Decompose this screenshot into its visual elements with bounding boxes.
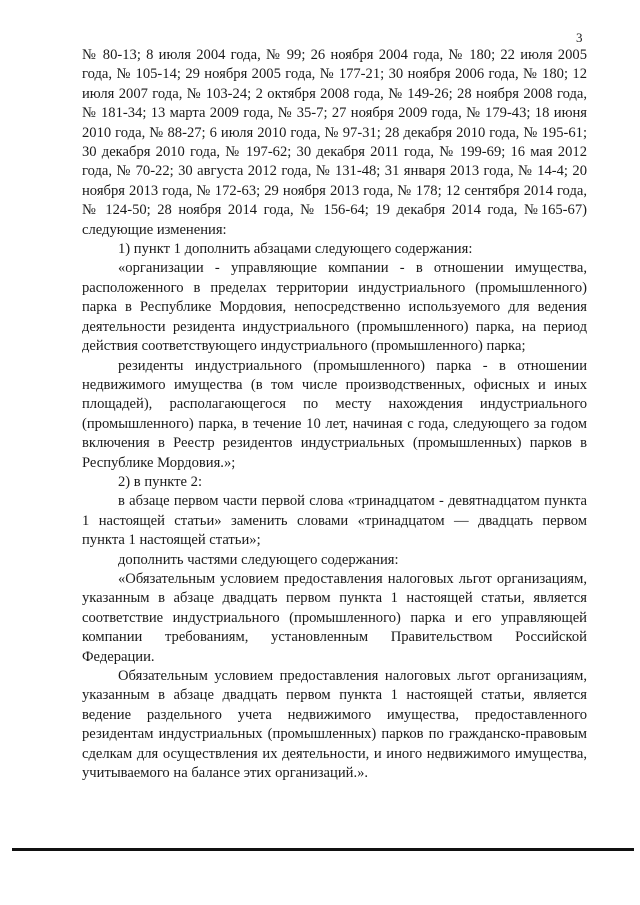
page-number: 3: [576, 30, 583, 45]
paragraph-item-2: 2) в пункте 2:: [118, 473, 203, 490]
paragraph-park-residents: резиденты индустриального (промышленного) парка - в отношении недвижимого имущества (в том числе производственных, офисных и иных площадей), располагающегося по месту нахождения индустриального (промышленного) парка, в течение 10 лет, начиная с года, следующего за годом включения в Реестр резидентов индустриальных (промышленных) парков в Республике Мордовия.»;: [82, 357, 587, 471]
paragraph-amendments-list: № 80-13; 8 июля 2004 года, № 99; 26 ноября 2004 года, № 180; 22 июля 2005 года, № 105-14; 29 ноября 2005 года, № 177-21; 30 ноября 2006 года, № 180; 12 июля 2007 года, № 103-24; 2 октября 2008 года, № 149-26; 28 ноября 2008 года, № 181-34; 13 марта 2009 года, № 35-7; 27 ноября 2009 года, № 179-43; 18 июня 2010 года, № 88-27; 6 июля 2010 года, № 97-31; 28 декабря 2010 года, № 195-61; 30 декабря 2010 года, № 197-62; 30 декабря 2011 года, № 199-69; 16 мая 2012 года, № 70-22; 30 августа 2012 года, № 131-48; 31 января 2013 года, № 14-4; 20 ноября 2013 года, № 172-63; 29 ноября 2013 года, № 178; 12 сентября 2014 года, № 124-50; 28 ноября 2014 года, № 156-64; 19 декабря 2014 года, №165-67) следующие изменения:: [82, 47, 587, 238]
paragraph-condition-compliance: «Обязательным условием предоставления налоговых льгот организациям, указанным в абзаце двадцать первом пункта 1 настоящей статьи, является соответствие индустриального (промышленного) парка и его управляющей компании требованиям, установленным Правительством Российской Федерации.: [82, 570, 587, 665]
document-body: [82, 46, 587, 783]
paragraph-replace-words: в абзаце первом части первой слова «тринадцатом - девятнадцатом пункта 1 настоящей статьи» заменить словами «тринадцатом — двадцать первом пункта 1 настоящей статьи»;: [82, 493, 587, 549]
paragraph-item-1: 1) пункт 1 дополнить абзацами следующего содержания:: [118, 241, 473, 258]
paragraph-management-companies: «организации - управляющие компании - в отношении имущества, расположенного в пределах территории индустриального (промышленного) парка в Республике Мордовия, непосредственно используемого для ведения деятельности резидента индустриального (промышленного) парка, на период действия соответствующего индустриального (промышленного) парка;: [82, 260, 587, 355]
bottom-divider: [12, 848, 634, 851]
paragraph-add-parts: дополнить частями следующего содержания:: [118, 551, 399, 568]
paragraph-condition-accounting: Обязательным условием предоставления налоговых льгот организациям, указанным в абзаце двадцать первом пункта 1 настоящей статьи, является ведение раздельного учета недвижимого имущества, предоставленного резидентам индустриальных (промышленных) парков по гражданско-правовым сделкам для осуществления их деятельности, и иного недвижимого имущества, учитываемого на балансе этих организаций.».: [82, 668, 587, 782]
